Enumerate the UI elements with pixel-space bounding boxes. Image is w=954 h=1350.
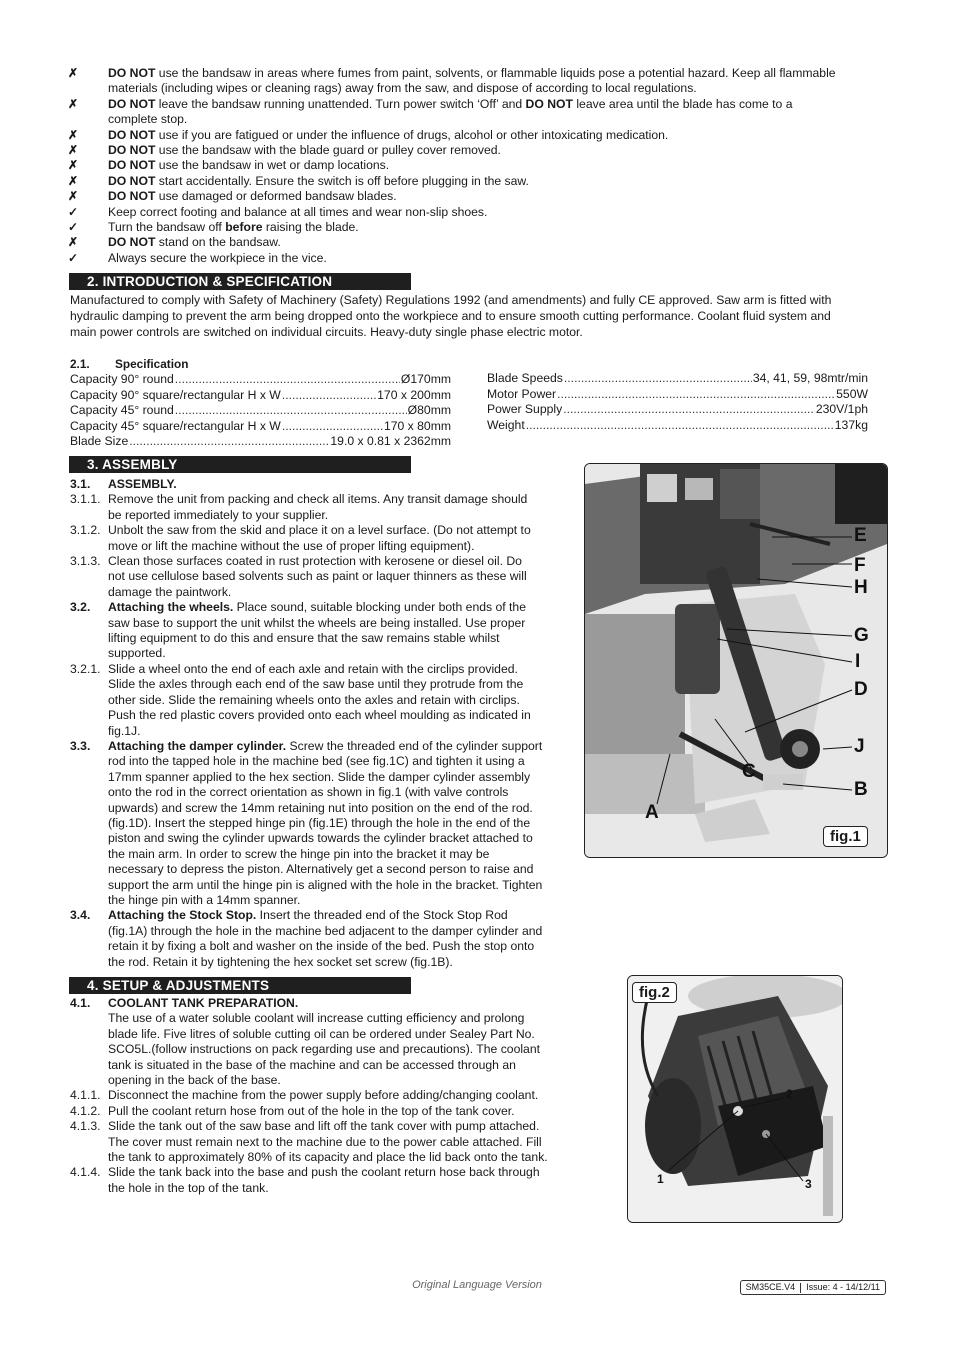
safety-bold: DO NOT bbox=[108, 173, 156, 188]
spec-value: 34, 41, 59, 98mtr/min bbox=[752, 371, 868, 385]
cross-icon: ✗ bbox=[68, 189, 79, 204]
safety-item bbox=[68, 205, 888, 220]
safety-bold: DO NOT bbox=[108, 158, 156, 173]
item-line-text: The use of a water soluble coolant will increase cutting efficiency and prolong bbox=[108, 1011, 525, 1026]
item-line bbox=[108, 801, 578, 816]
fig1-label-f: F bbox=[854, 555, 866, 576]
item-line-text: Slide a wheel onto the end of each axle and retain with the circlips provided. bbox=[108, 661, 518, 676]
item-line-text: The cover must remain next to the machine due to the power cable attached. Fill bbox=[108, 1134, 542, 1149]
item-line-text: the hole in the top of the tank. bbox=[108, 1180, 269, 1195]
safety-line-text: use damaged or deformed bandsaw blades. bbox=[155, 189, 397, 204]
safety-text bbox=[108, 66, 888, 97]
safety-line bbox=[108, 66, 888, 81]
item-line bbox=[108, 1165, 578, 1180]
item-line bbox=[108, 862, 578, 877]
safety-line-text: Keep correct footing and balance at all times and wear non-slip shoes. bbox=[108, 204, 488, 219]
item-line-text: opening in the back of the base. bbox=[108, 1073, 281, 1088]
spec-label: Capacity 90° round bbox=[70, 372, 174, 386]
safety-line bbox=[108, 205, 888, 220]
item-line-text: upwards) and screw the 14mm retaining nut into position on the end of the rod. bbox=[108, 800, 533, 815]
item-number: 3.1.2. bbox=[70, 523, 101, 538]
item-line bbox=[108, 523, 578, 538]
item-title: Attaching the wheels. bbox=[108, 600, 234, 615]
list-item bbox=[70, 1011, 578, 1088]
spec-row bbox=[70, 372, 451, 388]
spec-leader bbox=[563, 402, 815, 418]
safety-bold: DO NOT bbox=[108, 66, 156, 80]
safety-line bbox=[108, 189, 888, 204]
spec-label: Weight bbox=[487, 417, 525, 432]
spec-leader bbox=[129, 434, 329, 450]
item-number: 3.3. bbox=[70, 738, 91, 753]
safety-line-text: materials (including wipes or cleaning rags) away from the saw, and dispose of according to local regulations. bbox=[108, 81, 697, 96]
cross-icon: ✗ bbox=[68, 66, 79, 80]
item-number: 3.1.3. bbox=[70, 554, 101, 569]
item-line bbox=[108, 677, 578, 692]
fig1-label-i: I bbox=[855, 651, 861, 672]
item-line bbox=[108, 770, 578, 785]
spec-row bbox=[70, 419, 451, 435]
item-line bbox=[108, 1042, 578, 1057]
item-line bbox=[108, 785, 578, 800]
safety-bold: DO NOT bbox=[108, 235, 156, 250]
item-line bbox=[108, 724, 578, 739]
spec-value: 19.0 x 0.81 x 2362mm bbox=[330, 434, 451, 448]
safety-bold: DO NOT bbox=[108, 143, 156, 158]
item-title: Attaching the damper cylinder. bbox=[108, 738, 287, 753]
spec-leader bbox=[282, 388, 376, 404]
item-line-text: Push the red plastic covers provided onto each wheel moulding as indicated in bbox=[108, 708, 531, 723]
item-line bbox=[108, 539, 578, 554]
item-line bbox=[108, 1104, 578, 1119]
safety-line-text: use if you are fatigued or under the influence of drugs, alcohol or other intoxicating medication. bbox=[155, 127, 669, 142]
safety-text bbox=[108, 205, 888, 220]
fig1-label-h: H bbox=[854, 577, 868, 598]
item-line bbox=[108, 924, 578, 939]
item-line bbox=[108, 847, 578, 862]
item-number: 4.1. bbox=[70, 996, 91, 1010]
fig1-label-e: E bbox=[854, 525, 867, 546]
safety-line bbox=[108, 251, 888, 266]
safety-item bbox=[68, 251, 888, 266]
item-line-text: the rod. Retain it by tightening the hex socket set screw (fig.1B). bbox=[108, 954, 453, 969]
spec-row bbox=[70, 434, 451, 450]
item-line-text: other side. Slide the remaining wheels onto the axles and retain with circlips. bbox=[108, 692, 520, 707]
safety-bold-2: DO NOT bbox=[525, 96, 573, 111]
item-line-text: rod into the tapped hole in the machine bed (see fig.1C) and tighten it using a bbox=[108, 754, 525, 769]
safety-line bbox=[108, 158, 888, 173]
item-line-text: move or lift the machine without the use of proper lifting equipment). bbox=[108, 538, 475, 553]
safety-after: raising the blade. bbox=[262, 220, 359, 235]
fig2-caption: fig.2 bbox=[632, 982, 677, 1003]
item-line bbox=[108, 1088, 578, 1103]
spec-title-text: Specification bbox=[115, 357, 189, 371]
safety-text bbox=[108, 220, 888, 235]
spec-label: Power Supply bbox=[487, 402, 563, 416]
safety-line-text: use the bandsaw in wet or damp locations. bbox=[155, 158, 390, 173]
item-line-text: Screw the threaded end of the cylinder support bbox=[286, 738, 543, 753]
section-3-heading: 3. ASSEMBLY bbox=[69, 456, 411, 473]
figure-2 bbox=[627, 975, 843, 1223]
safety-text bbox=[108, 128, 888, 143]
spec-value: 170 x 80mm bbox=[383, 418, 451, 433]
spec-value: 550W bbox=[836, 386, 868, 401]
safety-line-text: stand on the bandsaw. bbox=[155, 235, 281, 250]
safety-item bbox=[68, 97, 888, 128]
item-line bbox=[108, 1135, 578, 1150]
footer-issue: Issue: 4 - 14/12/11 bbox=[806, 1282, 880, 1292]
item-line bbox=[108, 1073, 578, 1088]
setup-list bbox=[70, 996, 578, 1196]
spec-row bbox=[70, 403, 451, 419]
item-line bbox=[108, 708, 578, 723]
item-line bbox=[108, 1011, 578, 1026]
cross-icon: ✗ bbox=[68, 173, 79, 188]
spec-value: 230V/1ph bbox=[815, 402, 868, 416]
spec-label: Capacity 45° round bbox=[70, 403, 174, 417]
safety-line-text: start accidentally. Ensure the switch is off before plugging in the saw. bbox=[155, 173, 529, 188]
item-line-text: the hinge pin with a 14mm spanner. bbox=[108, 892, 301, 907]
item-number: 3.2.1. bbox=[70, 661, 101, 676]
item-line bbox=[108, 939, 578, 954]
safety-text bbox=[108, 189, 888, 204]
list-item bbox=[70, 600, 578, 662]
spec-value: 170 x 200mm bbox=[377, 387, 451, 402]
item-line-text: Clean those surfaces coated in rust protection with kerosene or diesel oil. Do bbox=[108, 554, 522, 569]
check-icon: ✓ bbox=[68, 250, 79, 265]
item-title: COOLANT TANK PREPARATION. bbox=[108, 996, 299, 1010]
fig1-label-j: J bbox=[854, 736, 865, 757]
spec-label: Motor Power bbox=[487, 386, 557, 401]
safety-line-text: Turn the bandsaw off bbox=[108, 220, 226, 235]
item-line bbox=[108, 908, 578, 923]
item-line bbox=[108, 554, 578, 569]
item-line-text: piston and swing the cylinder upwards towards the cylinder bracket attached to bbox=[108, 831, 533, 846]
safety-text bbox=[108, 235, 888, 250]
item-line-text: supported. bbox=[108, 646, 166, 661]
item-line-text: Unbolt the saw from the skid and place it on a level surface. (Do not attempt to bbox=[108, 523, 531, 538]
footer-code: SM35CE.V4 bbox=[745, 1282, 796, 1292]
fig1-label-g: G bbox=[854, 625, 869, 646]
check-icon: ✓ bbox=[68, 204, 79, 219]
item-title: Attaching the Stock Stop. bbox=[108, 908, 257, 923]
list-item bbox=[70, 1104, 578, 1119]
safety-line-text: use the bandsaw in areas where fumes from paint, solvents, or flammable liquids pose a potential hazard. Keep all flammable bbox=[155, 66, 836, 80]
footer-language: Original Language Version bbox=[412, 1279, 542, 1291]
spec-leader bbox=[557, 387, 835, 403]
spec-value: Ø80mm bbox=[407, 403, 451, 417]
list-item bbox=[70, 662, 578, 739]
item-line-text: support the arm until the hinge pin is aligned with the hole in the bracket. Tighten bbox=[108, 877, 543, 892]
item-line-text: damage the paintwork. bbox=[108, 584, 232, 599]
footer-code-box bbox=[740, 1280, 886, 1295]
item-line-text: (fig.1A) through the hole in the machine bed adjacent to the damper cylinder and bbox=[108, 923, 543, 938]
section-4-heading: 4. SETUP & ADJUSTMENTS bbox=[69, 977, 411, 994]
fig1-label-b: B bbox=[854, 779, 868, 800]
item-line-text: Slide the axles through each end of the saw base until they protrude from the bbox=[108, 677, 524, 692]
item-line-text: 17mm spanner applied to the hex section. Slide the damper cylinder assembly bbox=[108, 769, 531, 784]
spec-leader bbox=[282, 419, 383, 435]
item-line bbox=[108, 585, 578, 600]
fig1-label-a: A bbox=[645, 802, 659, 823]
spec-row bbox=[70, 388, 451, 404]
check-icon: ✓ bbox=[68, 220, 79, 235]
item-line bbox=[108, 1027, 578, 1042]
fig1-label-c: C bbox=[742, 761, 756, 782]
item-line-text: onto the rod in the correct orientation as shown in fig.1 (with valve controls bbox=[108, 785, 509, 800]
item-number: 4.1.3. bbox=[70, 1119, 101, 1134]
spec-row bbox=[487, 418, 868, 434]
item-line-text: not use cellulose based solvents such as paint or laquer thinners as these will bbox=[108, 569, 527, 584]
item-line bbox=[108, 816, 578, 831]
spec-label: Blade Size bbox=[70, 434, 129, 448]
spec-value: Ø170mm bbox=[400, 372, 451, 386]
list-item bbox=[70, 492, 578, 523]
safety-item bbox=[68, 189, 888, 204]
item-line-text: the main arm. In order to screw the hinge pin into the bracket it may be bbox=[108, 846, 490, 861]
item-number: 3.1.1. bbox=[70, 492, 101, 507]
item-line-text: the tank to approximately 80% of its capacity and place the lid back onto the tank. bbox=[108, 1150, 548, 1165]
fig2-label-1: 1 bbox=[657, 1172, 664, 1186]
safety-line bbox=[108, 220, 888, 235]
section-2-heading: 2. INTRODUCTION & SPECIFICATION bbox=[69, 273, 411, 290]
item-line bbox=[108, 662, 578, 677]
item-number: 4.1.2. bbox=[70, 1103, 101, 1118]
item-line bbox=[108, 693, 578, 708]
item-line-text: SCO5L.(follow instructions on pack regarding use and precautions). The coolant bbox=[108, 1042, 540, 1057]
cross-icon: ✗ bbox=[68, 158, 79, 173]
item-number: 4.1.1. bbox=[70, 1088, 101, 1103]
item-line-text: lifting equipment to do this and ensure that the saw remains stable whilst bbox=[108, 631, 500, 646]
safety-bold: DO NOT bbox=[108, 127, 156, 142]
safety-item bbox=[68, 158, 888, 173]
assembly-list bbox=[70, 477, 578, 970]
item-line-text: Slide the tank back into the base and push the coolant return hose back through bbox=[108, 1165, 540, 1180]
safety-list bbox=[68, 66, 888, 266]
item-line-text: Insert the threaded end of the Stock Stop Rod bbox=[256, 908, 508, 923]
figure-1 bbox=[584, 463, 888, 858]
spec-row bbox=[487, 402, 868, 418]
list-item bbox=[70, 523, 578, 554]
item-number: 3.1. bbox=[70, 477, 91, 491]
item-number: 3.2. bbox=[70, 600, 91, 615]
item-line bbox=[108, 616, 578, 631]
fig1-caption: fig.1 bbox=[823, 826, 868, 847]
cross-icon: ✗ bbox=[68, 96, 79, 111]
item-number: 4.1.4. bbox=[70, 1165, 101, 1180]
safety-line bbox=[108, 128, 888, 143]
spec-leader bbox=[175, 372, 400, 388]
item-line-text: tank is situated in the base of the machine and can be accessed through an bbox=[108, 1057, 516, 1072]
safety-text bbox=[108, 158, 888, 173]
fig2-label-3: 3 bbox=[805, 1177, 812, 1191]
spec-label: Capacity 45° square/rectangular H x W bbox=[70, 418, 281, 433]
spec-label: Blade Speeds bbox=[487, 371, 563, 385]
item-line bbox=[108, 600, 578, 615]
safety-text bbox=[108, 143, 888, 158]
item-line-text: Disconnect the machine from the power supply before adding/changing coolant. bbox=[108, 1088, 539, 1103]
list-item bbox=[70, 1119, 578, 1165]
item-line bbox=[108, 1058, 578, 1073]
intro-line: main power controls are switched on individual circuits. Heavy-duty single phase electric motor. bbox=[70, 325, 583, 339]
list-item bbox=[70, 739, 578, 908]
safety-item bbox=[68, 220, 888, 235]
item-line bbox=[108, 893, 578, 908]
item-line bbox=[108, 508, 578, 523]
safety-line bbox=[108, 143, 888, 158]
item-line bbox=[108, 1150, 578, 1165]
fig2-label-2: 2 bbox=[786, 1087, 793, 1101]
safety-bold: DO NOT bbox=[108, 96, 156, 111]
safety-line-text: use the bandsaw with the blade guard or pulley cover removed. bbox=[155, 143, 501, 158]
spec-leader bbox=[564, 371, 752, 387]
safety-line-text: Always secure the workpiece in the vice. bbox=[108, 250, 327, 265]
cross-icon: ✗ bbox=[68, 127, 79, 142]
safety-line-text: leave the bandsaw running unattended. Turn power switch ‘Off’ and bbox=[155, 96, 526, 111]
safety-line bbox=[108, 235, 888, 250]
safety-item bbox=[68, 66, 888, 97]
list-item bbox=[70, 1088, 578, 1103]
item-line bbox=[108, 646, 578, 661]
spec-list-left bbox=[70, 372, 451, 450]
item-line-text: Place sound, suitable blocking under both ends of the bbox=[233, 600, 526, 615]
item-line bbox=[108, 492, 578, 507]
item-line-text: Slide the tank out of the saw base and lift off the tank cover with pump attached. bbox=[108, 1119, 540, 1134]
item-line-text: saw base to support the unit whilst the wheels are being installed. Use proper bbox=[108, 615, 526, 630]
spec-leader bbox=[526, 418, 834, 434]
list-item bbox=[70, 477, 578, 492]
list-item bbox=[70, 908, 578, 970]
safety-text bbox=[108, 174, 888, 189]
item-line bbox=[108, 739, 578, 754]
item-line-text: fig.1J. bbox=[108, 723, 141, 738]
spec-title bbox=[70, 357, 188, 371]
item-line-text: be reported immediately to your supplier. bbox=[108, 507, 329, 522]
safety-text bbox=[108, 97, 888, 128]
fig1-label-d: D bbox=[854, 679, 868, 700]
safety-bold-2: before bbox=[225, 220, 263, 235]
spec-leader bbox=[175, 403, 407, 419]
spec-number: 2.1. bbox=[70, 357, 90, 371]
item-line bbox=[108, 1181, 578, 1196]
list-item bbox=[70, 1165, 578, 1196]
spec-row bbox=[487, 371, 868, 387]
item-line-text: (fig.1D). Insert the stepped hinge pin (fig.1E) through the hole in the end of the bbox=[108, 815, 531, 830]
list-item bbox=[70, 554, 578, 600]
item-line bbox=[108, 754, 578, 769]
item-line-text: Remove the unit from packing and check all items. Any transit damage should bbox=[108, 492, 528, 507]
intro-line: hydraulic damping to prevent the arm being dropped onto the workpiece and to ensure smooth cutting performance. Coolant fluid system and bbox=[70, 309, 831, 323]
item-line-text: retain it by fixing a bolt and washer on the inside of the bed. Push the stop onto bbox=[108, 939, 535, 954]
safety-line bbox=[108, 174, 888, 189]
item-line bbox=[108, 569, 578, 584]
intro-line: Manufactured to comply with Safety of Machinery (Safety) Regulations 1992 (and amendments) and fully CE approved. Saw arm is fitted with bbox=[70, 293, 832, 307]
safety-line bbox=[108, 112, 888, 127]
safety-bold: DO NOT bbox=[108, 189, 156, 204]
spec-label: Capacity 90° square/rectangular H x W bbox=[70, 387, 281, 402]
item-line-text: necessary to depress the piston. Alternatively get a second person to raise and bbox=[108, 862, 534, 877]
safety-line bbox=[108, 81, 888, 96]
cross-icon: ✗ bbox=[68, 143, 79, 158]
safety-line bbox=[108, 97, 888, 112]
cross-icon: ✗ bbox=[68, 235, 79, 250]
bandsaw-illustration bbox=[585, 464, 887, 857]
item-line-text: Pull the coolant return hose from out of the hole in the top of the tank cover. bbox=[108, 1103, 515, 1118]
item-line bbox=[108, 955, 578, 970]
safety-item bbox=[68, 235, 888, 250]
intro-paragraph bbox=[70, 292, 882, 340]
item-line bbox=[108, 878, 578, 893]
safety-item bbox=[68, 143, 888, 158]
item-line-text: blade life. Five litres of soluble cutting oil can be ordered under Sealey Part No. bbox=[108, 1026, 535, 1041]
list-item bbox=[70, 996, 578, 1011]
spec-list-right bbox=[487, 371, 868, 433]
item-number: 3.4. bbox=[70, 908, 91, 923]
safety-text bbox=[108, 251, 888, 266]
safety-line-text: complete stop. bbox=[108, 112, 188, 127]
spec-row bbox=[487, 387, 868, 403]
item-line bbox=[108, 631, 578, 646]
item-line bbox=[108, 1119, 578, 1134]
safety-item bbox=[68, 174, 888, 189]
safety-after: leave area until the blade has come to a bbox=[572, 96, 793, 111]
item-title: ASSEMBLY. bbox=[108, 477, 177, 491]
safety-item bbox=[68, 128, 888, 143]
item-line bbox=[108, 831, 578, 846]
spec-value: 137kg bbox=[834, 417, 868, 432]
